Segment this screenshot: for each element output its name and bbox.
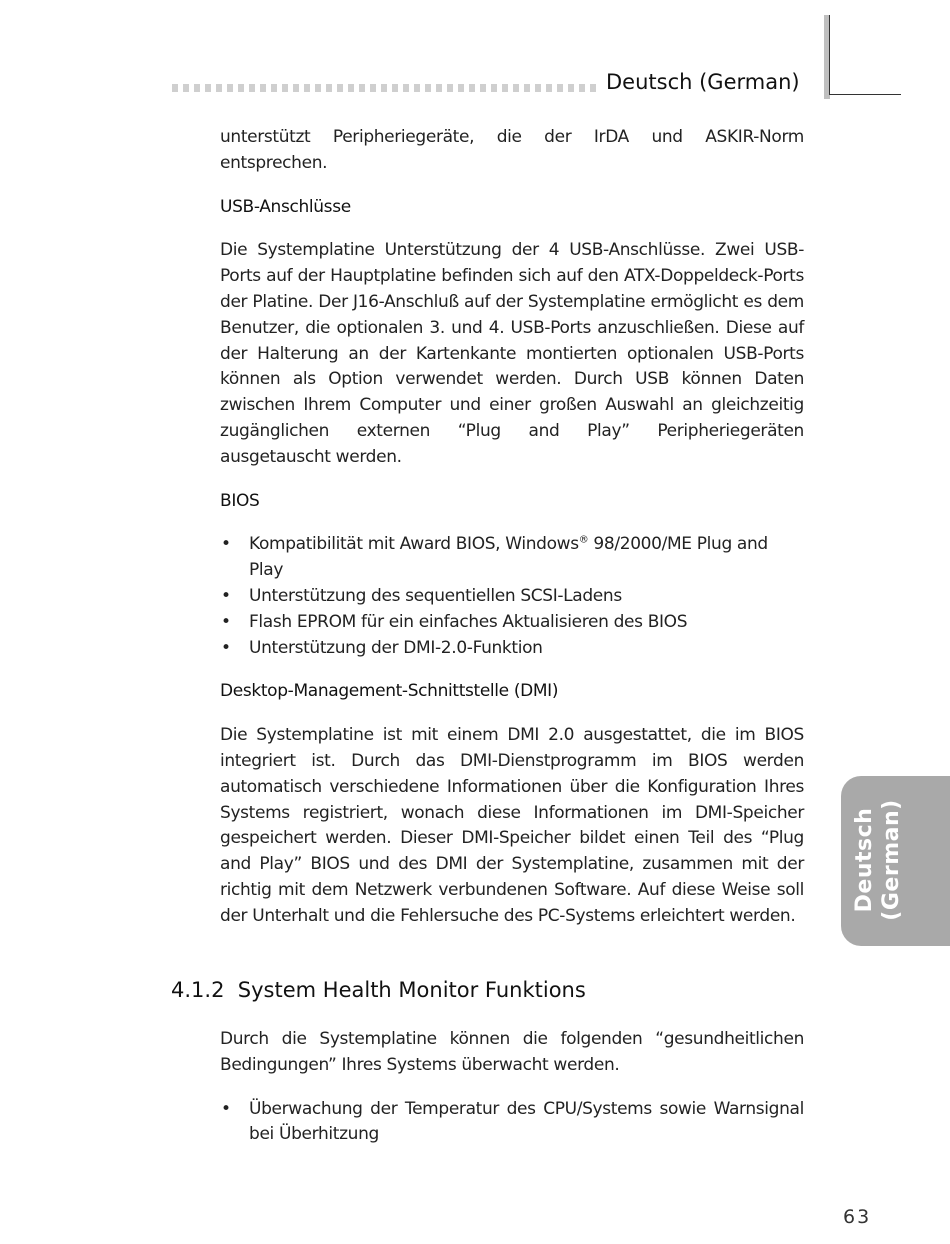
side-tab-line-1: Deutsch (852, 807, 877, 913)
side-tab-line-2: (German) (879, 799, 904, 921)
health-monitor-list (220, 1097, 804, 1149)
dmi-paragraph: Die Systemplatine ist mit einem DMI 2.0 ausgestattet, die im BIOS integriert ist. Durch das DMI-Dienstprogramm im BIOS werden automatisch verschiedene Informationen über die Konfiguration Ihres Systems registriert, wonach diese Informationen im DMI-Speicher gespeichert werden. Dieser DMI-Speicher bildet einen Teil des “Plug and Play” BIOS und des DMI der Systemplatine, zusammen mit der richtig mit dem Netzwerk verbundenen Software. Auf diese Weise soll der Unterhalt und die Fehlersuche des PC-Systems erleichtert werden. (220, 725, 804, 926)
usb-heading: USB-Anschlüsse (220, 196, 351, 217)
side-tab-label (851, 780, 905, 940)
health-monitor-content (220, 1027, 804, 1148)
bios-feature-list (220, 532, 804, 661)
bios-heading: BIOS (220, 490, 260, 511)
header-dot-rule (172, 84, 600, 92)
bios-feature-item: • Unterstützung der DMI-2.0-Funktion (220, 636, 804, 662)
page-content (220, 125, 804, 930)
running-header-title: Deutsch (German) (606, 70, 800, 94)
bios-feature-item: • Unterstützung des sequentiellen SCSI-Ladens (220, 584, 804, 610)
bios-feature-item: • Kompatibilität mit Award BIOS, Windows® 98/2000/ME Plug and Play (220, 532, 804, 584)
section-number: 4.1.2 (171, 978, 225, 1002)
health-monitor-paragraph: Durch die Systemplatine können die folgenden “gesundheitlichen Bedingungen” Ihres Systems überwacht werden. (220, 1029, 804, 1075)
bios-feature-item: • Flash EPROM für ein einfaches Aktualisieren des BIOS (220, 610, 804, 636)
page-number: 63 (843, 1206, 872, 1228)
corner-line-horizontal (829, 94, 901, 95)
usb-paragraph: Die Systemplatine Unterstützung der 4 USB-Anschlüsse. Zwei USB-Ports auf der Hauptplatine befinden sich auf den ATX-Doppeldeck-Ports der Platine. Der J16-Anschluß auf der Systemplatine ermöglicht es dem Benutzer, die optionalen 3. und 4. USB-Ports anzuschließen. Diese auf der Halterung an der Kartenkante montierten optionalen USB-Ports können als Option verwendet werden. Durch USB können Daten zwischen Ihrem Computer und einer großen Auswahl an gleichzeitig zugänglichen externen “Plug and Play” Peripheriegeräten ausgetauscht werden. (220, 240, 804, 467)
corner-line-vertical (829, 15, 830, 95)
health-monitor-item: • Überwachung der Temperatur des CPU/Systems sowie Warnsignal bei Überhitzung (220, 1097, 804, 1149)
section-title: System Health Monitor Funktions (237, 978, 586, 1002)
section-heading (171, 978, 586, 1002)
dmi-heading: Desktop-Management-Schnittstelle (DMI) (220, 681, 559, 702)
intro-paragraph: unterstützt Peripheriegeräte, die der IrDA und ASKIR-Norm entsprechen. (220, 127, 804, 173)
